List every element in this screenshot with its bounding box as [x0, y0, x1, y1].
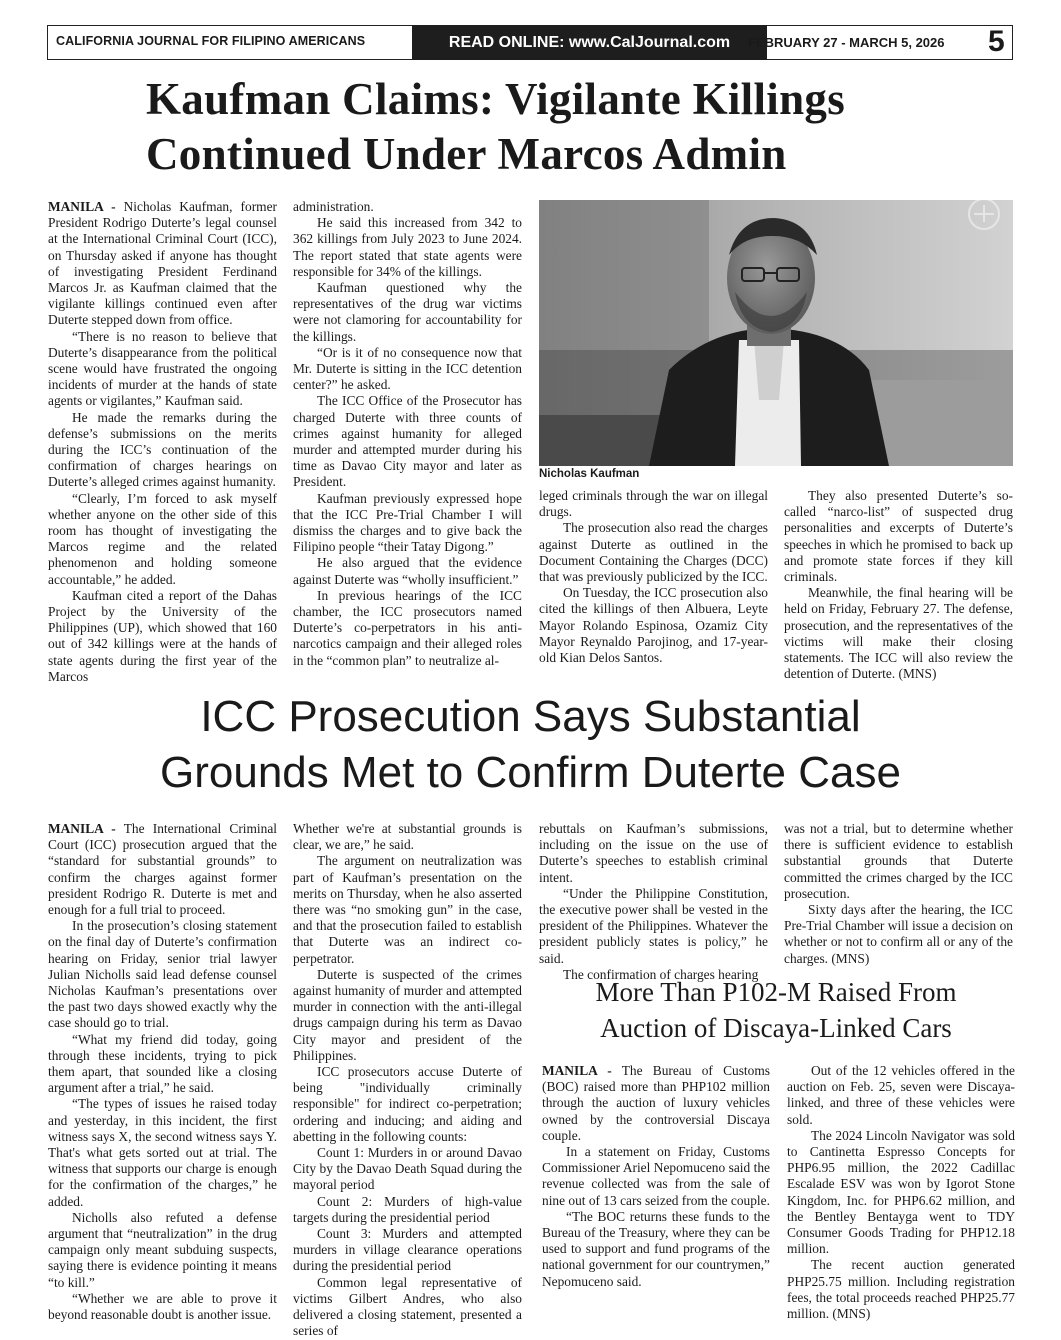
article3-col2-para-1: Out of the 12 vehicles offered in the auction on Feb. 25, seven were Discaya-linked, and three of these vehicles were sold. [787, 1063, 1015, 1127]
article1-col4-para-2: Meanwhile, the final hearing will be held on Friday, February 27. The defense, prosecution, and the representatives of the victims will make their closing statements. The ICC will also review the detention of Duterte. (MNS) [784, 585, 1013, 682]
article1-col1-para-5: Kaufman cited a report of the Dahas Project by the University of the Philippines (UP), which showed that 160 out of 342 killings were at the hands of state agents during the first year of the Marcos [48, 587, 277, 684]
article2-col2-para-4: ICC prosecutors accuse Duterte of being "individually criminally responsible" for indirect co-perpetration; ordering and inducing; and aiding and abetting in the following counts: [293, 1064, 522, 1144]
article1-headline-line2: Continued Under Marcos Admin [146, 129, 787, 179]
article2-column-4 [784, 821, 1013, 967]
photo-nicholas-kaufman [539, 200, 1013, 466]
article2-col2-para-1: Whether we're at substantial grounds is clear, we are,” he said. [293, 821, 522, 853]
article1-col2-para-2: He said this increased from 342 to 362 killings from July 2023 to June 2024. The report stated that state agents were responsible for 34% of the killings. [293, 215, 522, 279]
article2-col1-para-2: In the prosecution’s closing statement on the final day of Duterte’s confirmation hearing on Friday, senior trial lawyer Julian Nicholls said lead defense counsel Nicholas Kaufman’s presentations over the past two days showed exactly why the case should go to trial. [48, 918, 277, 1031]
article2-headline-line2: Grounds Met to Confirm Duterte Case [160, 748, 901, 797]
article2-column-2 [293, 821, 522, 1340]
article2-col1-para-6: “Whether we are able to prove it beyond reasonable doubt is another issue. [48, 1290, 277, 1323]
article2-col2-para-3: Duterte is suspected of the crimes against humanity of murder and attempted murder in connection with the anti-illegal drugs campaign during his term as Davao City mayor and president of the Philippines. [293, 966, 522, 1063]
article1-col1-para-4: “Clearly, I’m forced to ask myself whether anyone on the other side of this room has thought of investigating the Marcos regime and the related phenomenon and holding someone accountable,” he added. [48, 490, 277, 587]
article1-headline-line1: Kaufman Claims: Vigilante Killings [146, 74, 846, 124]
article1-col2-para-3: Kaufman questioned why the representatives of the drug war victims were not clamoring for accountability for the killings. [293, 280, 522, 344]
article1-col2-para-8: In previous hearings of the ICC chamber, the ICC prosecutors named Duterte’s co-perpetrators in his anti-narcotics campaign and their alleged roles in the “common plan” to neutralize al- [293, 587, 522, 668]
article1-col1-para-1: MANILA - Nicholas Kaufman, former President Rodrigo Duterte’s legal counsel at the International Criminal Court (ICC), on Thursday asked if anyone has thought of investigating President Ferdinand Marcos Jr. as Kaufman claimed that the vigilante killings continued even after Duterte stepped down from office. [48, 199, 277, 328]
article2-col2-para-5: Count 1: Murders in or around Davao City by the Davao Death Squad during the mayoral period [293, 1145, 522, 1193]
page-number: 5 [988, 25, 1005, 58]
article2-col1-para-3: “What my friend did today, going through these incidents, trying to pick them apart, that sounded like a closing argument after a trial,” he said. [48, 1031, 277, 1096]
article1-col3-para-1: leged criminals through the war on illegal drugs. [539, 488, 768, 520]
article1-column-3 [539, 488, 768, 666]
read-online-link[interactable]: READ ONLINE: www.CalJournal.com [412, 25, 767, 60]
article2-col2-para-8: Common legal representative of victims Gilbert Andres, who also delivered a closing statement, presented a series of [293, 1274, 522, 1339]
article3-headline-line2: Auction of Discaya-Linked Cars [600, 1013, 952, 1043]
article2-col3-para-1: rebuttals on Kaufman’s submissions, including on the issue on the use of Duterte’s speeches to establish criminal intent. [539, 821, 768, 885]
article2-col1-para-5: Nicholls also refuted a defense argument that “neutralization” in the drug campaign only meant subduing suspects, saying there is evidence pointing it means “to kill.” [48, 1209, 277, 1290]
article3-column-1 [542, 1063, 770, 1290]
article2-col2-para-7: Count 3: Murders and attempted murders in village clearance operations during the presidential period [293, 1226, 522, 1274]
article3-headline-line1: More Than P102-M Raised From [595, 977, 957, 1007]
dateline: MANILA - [48, 821, 116, 836]
article3-col2-para-3: The recent auction generated PHP25.75 million. Including registration fees, the total proceeds reached PHP25.77 million. (MNS) [787, 1257, 1015, 1322]
article1-column-1 [48, 199, 277, 685]
article2-col4-para-1: was not a trial, but to determine whether there is sufficient evidence to establish substantial grounds that Duterte committed the crimes charged by the ICC prosecution. [784, 821, 1013, 901]
article1-col1-para-2: “There is no reason to believe that Duterte’s disappearance from the political scene would have frustrated the ongoing incidents of murder at the hands of state agents or vigilantes,” Kaufman said. [48, 328, 277, 409]
article2-col4-para-2: Sixty days after the hearing, the ICC Pre-Trial Chamber will issue a decision on whether or not to confirm all or any of the charges. (MNS) [784, 902, 1013, 966]
article1-col2-para-1: administration. [293, 199, 374, 214]
article2-col2-para-2: The argument on neutralization was part of Kaufman’s presentation on the merits on Thursday, when he also asserted there was “no smoking gun” in the case, and that the prosecution failed to establish that Duterte was an indirect co-perpetrator. [293, 853, 522, 966]
article3-col1-para-3: “The BOC returns these funds to the Bureau of the Treasury, where they can be used to support and fund programs of the national government for our countrymen,” Nepomuceno said. [542, 1208, 770, 1289]
article1-col2-para-6: Kaufman previously expressed hope that the ICC Pre-Trial Chamber I will dismiss the charges and to give back the Filipino people “their Tatay Digong.” [293, 490, 522, 555]
article2-col1-para-1: MANILA - The International Criminal Court (ICC) prosecution argued that the “standard for substantial grounds” to confirm the charges against former president Rodrigo R. Duterte is met and enough for a full trial to proceed. [48, 821, 277, 918]
article2-col3-para-2: “Under the Philippine Constitution, the executive power shall be vested in the president of the Philippines. Whatever the president publicly states is policy,” he said. [539, 885, 768, 966]
article2-column-1 [48, 821, 277, 1323]
article3-col2-para-2: The 2024 Lincoln Navigator was sold to Cantinetta Espresso Concepts for PHP6.95 million, the 2022 Cadillac Escalade ESV was won by Igorot Stone Kingdom, Inc. for PHP6.62 million, and the Bentley Bentayga went to TDY Consumer Goods Trading for PHP12.18 million. [787, 1127, 1015, 1257]
article1-col2-para-5: The ICC Office of the Prosecutor has charged Duterte with three counts of crimes against humanity for alleged murder and attempted murder during his time as Davao City mayor and later as President. [293, 393, 522, 490]
article2-headline-line1: ICC Prosecution Says Substantial [200, 692, 861, 741]
issue-date: FEBRUARY 27 - MARCH 5, 2026 [748, 35, 945, 50]
article2-col1-para-4: “The types of issues he raised today and yesterday, in this incident, the first witness says X, the second witness says Y. That's what gets sorted out at trial. The witness that supports our charge is enough for the confirmation of the charges,” he added. [48, 1096, 277, 1209]
article3-col1-para-1: MANILA - The Bureau of Customs (BOC) raised more than PHP102 million through the auction of luxury vehicles owned by the controversial Discaya couple. [542, 1063, 770, 1143]
article1-col1-para-3: He made the remarks during the defense’s submissions on the merits during the ICC’s continuation of the confirmation of charges hearings on Duterte’s alleged crimes against humanity. [48, 409, 277, 490]
article1-col3-para-2: The prosecution also read the charges against Duterte as outlined in the Document Containing the Charges (DCC) that was previously publicized by the ICC. [539, 520, 768, 585]
masthead [47, 25, 1013, 60]
article2-col3-para-3: The confirmation of charges hearing [563, 966, 759, 982]
article1-col3-para-3: On Tuesday, the ICC prosecution also cited the killings of then Albuera, Leyte Mayor Rolando Espinosa, Ozamiz City Mayor Reynaldo Parojinog, and 17-year-old Kian Delos Santos. [539, 585, 768, 666]
article3-col1-para-2: In a statement on Friday, Customs Commissioner Ariel Nepomuceno said the revenue collected was from the sale of nine out of 13 cars seized from the couple. [542, 1144, 770, 1208]
article1-col2-para-7: He also argued that the evidence against Duterte was “wholly insufficient.” [293, 555, 522, 587]
article1-column-4 [784, 488, 1013, 682]
dateline: MANILA - [48, 199, 116, 214]
photo-caption: Nicholas Kaufman [539, 468, 640, 480]
article2-column-3 [539, 821, 768, 983]
article1-column-2 [293, 199, 522, 669]
article2-col2-para-6: Count 2: Murders of high-value targets during the presidential period [293, 1193, 522, 1225]
publication-name: CALIFORNIA JOURNAL FOR FILIPINO AMERICANS [56, 34, 366, 48]
article1-col4-para-1: They also presented Duterte’s so-called “narco-list” of suspected drug personalities and excerpts of Duterte’s speeches in which he promised to back up and promote state forces if they kill criminals. [784, 488, 1013, 585]
dateline: MANILA - [542, 1063, 612, 1078]
article1-col2-para-4: “Or is it of no consequence now that Mr. Duterte is sitting in the ICC detention center?” he asked. [293, 344, 522, 393]
article3-column-2 [787, 1063, 1015, 1322]
